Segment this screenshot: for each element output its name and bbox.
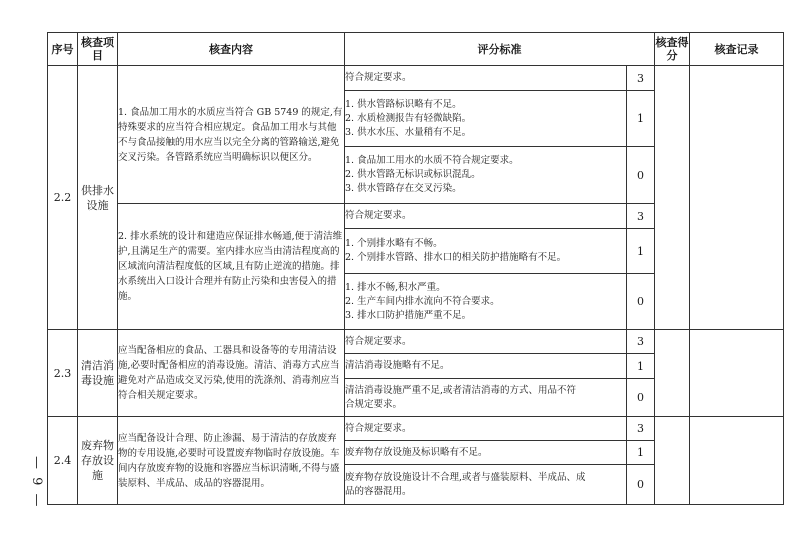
criteria-score: 3	[627, 330, 655, 354]
score-input-cell[interactable]	[655, 66, 690, 330]
record-input-cell[interactable]	[690, 330, 784, 417]
seq-cell: 2.2	[48, 66, 78, 330]
criteria-score: 3	[627, 66, 655, 91]
criteria-line: 合规定要求。	[345, 398, 403, 410]
table-row	[48, 417, 784, 441]
criteria-line: 2. 水质检测报告有轻微缺陷。	[345, 112, 472, 124]
criteria-score: 0	[627, 379, 655, 417]
criteria-cell	[345, 417, 627, 441]
table-row	[48, 330, 784, 354]
item-cell: 供排水设施	[78, 66, 118, 330]
criteria-cell	[345, 274, 627, 330]
seq-cell: 2.4	[48, 417, 78, 505]
criteria-cell	[345, 379, 627, 417]
criteria-line: 符合规定要求。	[345, 72, 412, 83]
content-cell: 2. 排水系统的设计和建造应保证排水畅通,便于清洁维护,且满足生产的需要。室内排水应当由清洁程度高的区域流向清洁程度低的区域,且有防止逆流的措施。排水系统出入口设计合理并有防止污染和虫害侵入的措施。	[118, 204, 345, 330]
seq-cell: 2.3	[48, 330, 78, 417]
criteria-score: 3	[627, 204, 655, 229]
criteria-line: 符合规定要求。	[345, 422, 412, 434]
criteria-line: 符合规定要求。	[345, 210, 412, 221]
item-cell: 废弃物存放设施	[78, 417, 118, 505]
header-row	[48, 33, 784, 66]
criteria-line: 符合规定要求。	[345, 335, 412, 347]
header-record: 核查记录	[690, 33, 784, 66]
criteria-line: 品的容器混用。	[345, 485, 412, 497]
criteria-cell	[345, 229, 627, 274]
record-input-cell[interactable]	[690, 66, 784, 330]
header-item: 核查项目	[78, 33, 118, 66]
score-input-cell[interactable]	[655, 417, 690, 505]
criteria-score: 0	[627, 147, 655, 204]
header-content: 核查内容	[118, 33, 345, 66]
criteria-score: 1	[627, 354, 655, 379]
criteria-line: 2. 生产车间内排水流向不符合要求。	[345, 295, 500, 307]
header-score: 核查得分	[655, 33, 690, 66]
criteria-cell	[345, 147, 627, 204]
criteria-cell	[345, 465, 627, 505]
criteria-cell	[345, 204, 627, 229]
criteria-score: 1	[627, 91, 655, 147]
header-seq: 序号	[48, 33, 78, 66]
inspection-table	[47, 32, 784, 505]
criteria-line: 2. 个别排水管路、排水口的相关防护措施略有不足。	[345, 252, 567, 263]
criteria-line: 清洁消毒设施严重不足,或者清洁消毒的方式、用品不符	[345, 384, 577, 396]
criteria-line: 1. 排水不畅,积水严重。	[345, 281, 446, 293]
criteria-line: 2. 供水管路无标识或标识混乱。	[345, 169, 481, 180]
page-number: — 9 —	[29, 455, 44, 509]
criteria-line: 3. 供水水压、水量稍有不足。	[345, 126, 472, 138]
criteria-score: 1	[627, 229, 655, 274]
table-row	[48, 66, 784, 91]
record-input-cell[interactable]	[690, 417, 784, 505]
criteria-cell	[345, 354, 627, 379]
criteria-line: 清洁消毒设施略有不足。	[345, 360, 450, 371]
criteria-line: 1. 食品加工用水的水质不符合规定要求。	[345, 155, 519, 166]
criteria-line: 1. 供水管路标识略有不足。	[345, 98, 462, 110]
item-cell: 清洁消毒设施	[78, 330, 118, 417]
criteria-score: 0	[627, 274, 655, 330]
criteria-cell	[345, 66, 627, 91]
criteria-cell	[345, 330, 627, 354]
criteria-cell	[345, 441, 627, 465]
criteria-line: 3. 供水管路存在交叉污染。	[345, 183, 462, 194]
criteria-score: 0	[627, 465, 655, 505]
criteria-score: 3	[627, 417, 655, 441]
criteria-line: 废弃物存放设施及标识略有不足。	[345, 446, 488, 458]
content-cell: 应当配备相应的食品、工器具和设备等的专用清洁设施,必要时配备相应的消毒设施。清洁、消毒方式应当避免对产品造成交叉污染,使用的洗涤剂、消毒剂应当符合相关规定要求。	[118, 330, 345, 417]
content-cell: 1. 食品加工用水的水质应当符合 GB 5749 的规定,有特殊要求的应当符合相应规定。食品加工用水与其他不与食品接触的用水应当以完全分离的管路输送,避免交叉污染。各管路系统应当明确标识以便区分。	[118, 66, 345, 204]
score-input-cell[interactable]	[655, 330, 690, 417]
criteria-line: 3. 排水口防护措施严重不足。	[345, 309, 472, 321]
header-criteria: 评分标准	[345, 33, 655, 66]
criteria-line: 1. 个别排水略有不畅。	[345, 238, 443, 249]
criteria-score: 1	[627, 441, 655, 465]
content-cell: 应当配备设计合理、防止渗漏、易于清洁的存放废弃物的专用设施,必要时可设置废弃物临时存放设施。车间内存放废弃物的设施和容器应当标识清晰,不得与盛装原料、半成品、成品的容器混用。	[118, 417, 345, 505]
criteria-cell	[345, 91, 627, 147]
criteria-line: 废弃物存放设施设计不合理,或者与盛装原料、半成品、成	[345, 471, 586, 483]
